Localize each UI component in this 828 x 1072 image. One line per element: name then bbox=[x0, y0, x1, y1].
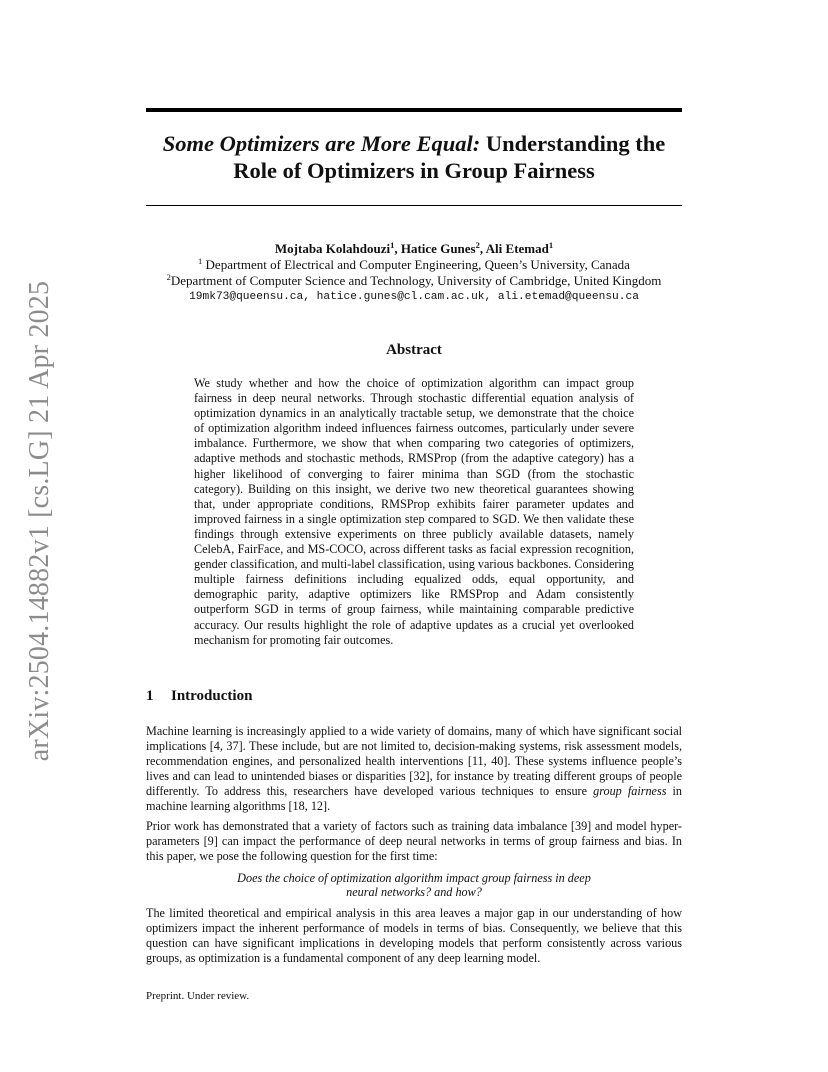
title-italic-part: Some Optimizers are More Equal: bbox=[162, 131, 481, 156]
affiliation-1-mark: 1 bbox=[198, 256, 203, 266]
abstract-text: We study whether and how the choice of optimization algorithm can impact group fairness in deep neural networks. Through stochastic differential equation analysis of optimization dynamics in an analytically tractable setup, we demonstrate that the choice of optimization algorithm indeed influences fairness outcomes, particularly under severe imbalance. Furthermore, we show that when comparing two categories of optimizers, adaptive methods and stochastic methods, RMSProp (from the adaptive category) has a higher likelihood of converging to fairer minima than SGD (from the stochastic category). Building on this insight, we derive two new theoretical guarantees showing that, under appropriate conditions, RMSProp exhibits fairer parameter updates and improved fairness in a single optimization step compared to SGD. We then validate these findings through extensive experiments on three publicly available datasets, namely CelebA, FairFace, and MS-COCO, across different tasks as facial expression recognition, gender classification, and multi-label classification, using various backbones. Considering multiple fairness definitions including equalized odds, equal opportunity, and demographic parity, adaptive optimizers like RMSProp and Adam consistently outperform SGD in terms of group fairness, while maintaining comparable predictive accuracy. Our results highlight the role of adaptive updates as a crucial yet overlooked mechanism for promoting fair outcomes. bbox=[194, 376, 634, 647]
arxiv-identifier: arXiv:2504.14882v1 [cs.LG] 21 Apr 2025 bbox=[24, 280, 55, 762]
author-names bbox=[120, 241, 708, 257]
author-separator: , bbox=[479, 241, 486, 256]
affiliation-2-mark: 2 bbox=[166, 272, 171, 282]
intro-paragraph-3: The limited theoretical and empirical analysis in this area leaves a major gap in our understanding of how optimizers impact the inherent performance of models in terms of bias. Consequently, we believe that this question can have significant implications in developing models that perform consistently across various groups, as optimization is a fundamental component of any deep learning model. bbox=[146, 906, 682, 966]
intro-paragraph-1 bbox=[146, 724, 682, 815]
author-block bbox=[120, 241, 708, 305]
title-bottom-rule bbox=[146, 205, 682, 206]
author-2: Hatice Gunes bbox=[400, 241, 476, 256]
author-2-affiliation-mark: 2 bbox=[475, 240, 480, 250]
author-emails: 19mk73@queensu.ca, hatice.gunes@cl.cam.ac.uk, ali.etemad@queensu.ca bbox=[189, 291, 639, 303]
affiliation-1 bbox=[120, 257, 708, 273]
intro-paragraph-1-text: Machine learning is increasingly applied to a wide variety of domains, many of which have significant social implications [4, 37]. These include, but are not limited to, decision-making systems, risk assessment models, recommendation engines, and personalized health interventions [11, 40]. These systems influence people’s lives and can lead to unintended biases or disparities [32], for instance by treating different groups of people differently. To address this, researchers have developed various techniques to ensure bbox=[146, 724, 682, 799]
affiliation-2-text: Department of Computer Science and Technology, University of Cambridge, United Kingdom bbox=[170, 273, 662, 288]
title-line-2: Role of Optimizers in Group Fairness bbox=[233, 158, 595, 183]
affiliation-1-text: Department of Electrical and Computer Engineering, Queen’s University, Canada bbox=[202, 257, 630, 272]
author-3-affiliation-mark: 1 bbox=[548, 240, 554, 250]
author-1: Mojtaba Kolahdouzi bbox=[274, 241, 391, 256]
author-3: Ali Etemad bbox=[485, 241, 549, 256]
preprint-footer: Preprint. Under review. bbox=[146, 990, 250, 1002]
affiliation-2 bbox=[120, 273, 708, 289]
author-separator: , bbox=[394, 241, 401, 256]
emphasis-group-fairness: group fairness bbox=[593, 784, 667, 799]
title-top-rule bbox=[146, 108, 682, 112]
title-line-1-rest: Understanding the bbox=[480, 131, 666, 156]
abstract-heading: Abstract bbox=[386, 342, 442, 358]
section-title-text: Introduction bbox=[171, 688, 253, 704]
section-number: 1 bbox=[146, 688, 154, 704]
section-heading-introduction bbox=[146, 688, 252, 705]
intro-paragraph-2: Prior work has demonstrated that a variety of factors such as training data imbalance [39] and model hyper-parameters [9] can impact the performance of deep neural networks in terms of group fairness and bias. In this paper, we pose the following question for the first time: bbox=[146, 819, 682, 864]
paper-title bbox=[146, 130, 682, 184]
intro-paragraph-1-end: in machine learning algorithms [18, 12]. bbox=[146, 784, 683, 814]
research-question-line-2: neural networks? and how? bbox=[346, 885, 482, 899]
research-question bbox=[196, 871, 632, 899]
research-question-line-1: Does the choice of optimization algorithm impact group fairness in deep bbox=[237, 871, 591, 885]
title-line-1 bbox=[146, 130, 682, 157]
author-1-affiliation-mark: 1 bbox=[390, 240, 395, 250]
